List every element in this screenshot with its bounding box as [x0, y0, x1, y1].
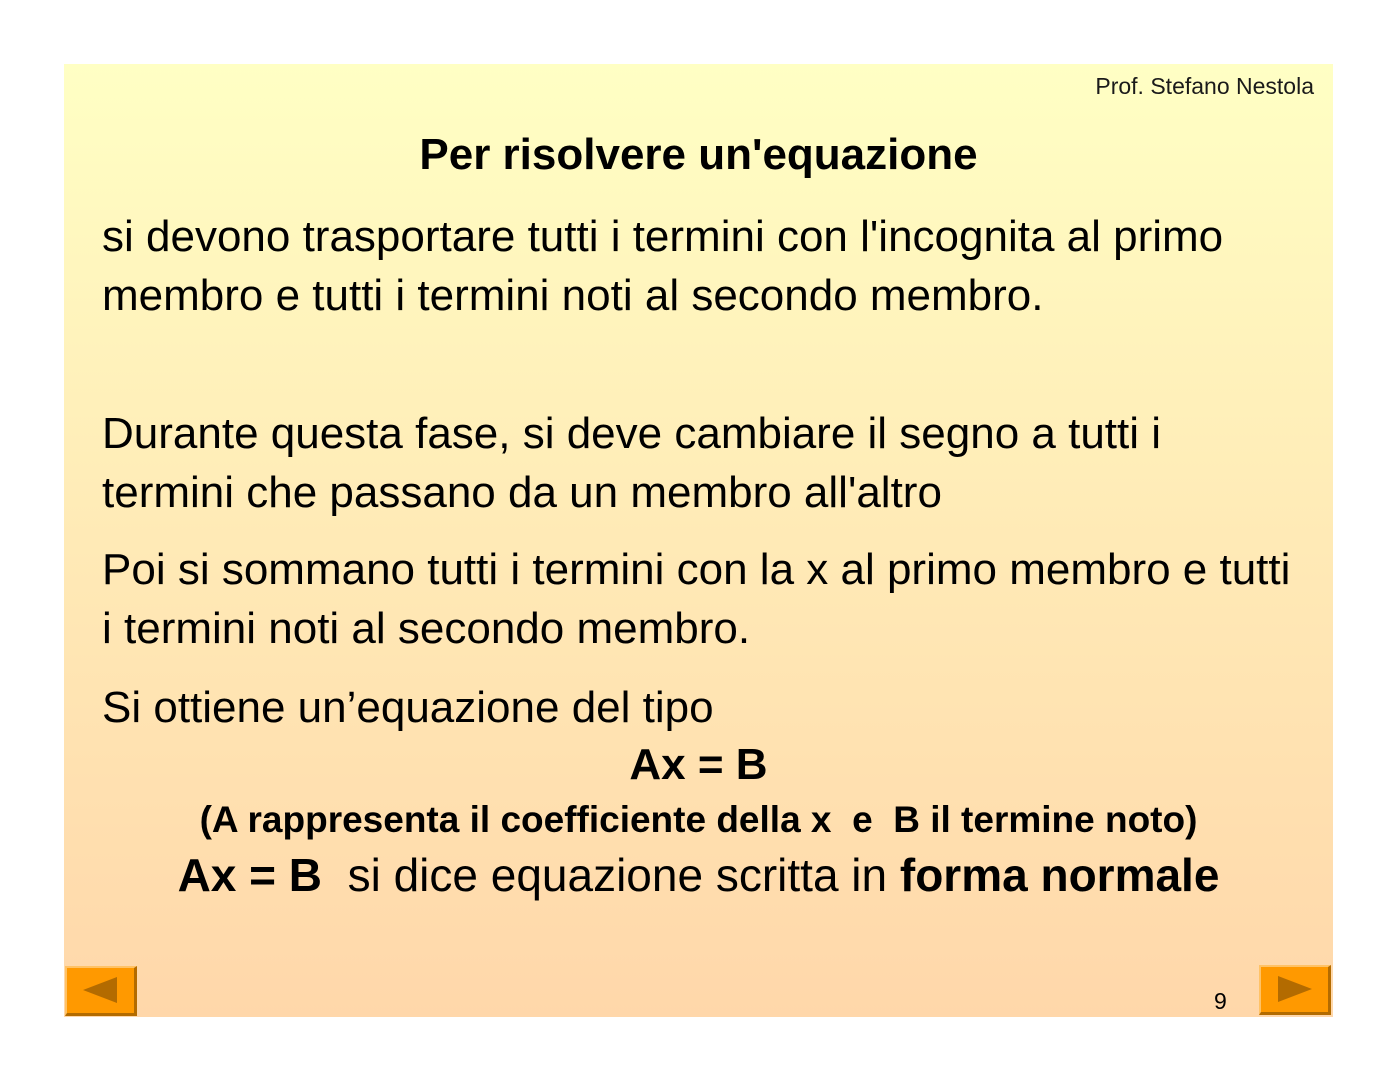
coefficient-explanation: (A rappresenta il coefficiente della x e B il termine noto)	[199, 799, 1198, 840]
previous-slide-button[interactable]	[65, 966, 137, 1016]
normal-form-equation: Ax = B	[177, 849, 323, 901]
slide-title: Per risolvere un'equazione	[419, 130, 978, 179]
paragraph-result-type: Si ottiene un’equazione del tipo	[102, 683, 714, 732]
paragraph-transport: si devono trasportare tutti i termini con l'incognita al primo membro e tutti i termini noti al secondo membro.	[102, 212, 1224, 320]
normal-form-statement	[64, 848, 1333, 902]
paragraph-sign-change: Durante questa fase, si deve cambiare il segno a tutti i termini che passano da un membro all'altro	[102, 409, 1162, 517]
slide	[64, 64, 1333, 1017]
arrow-left-icon	[67, 968, 134, 1013]
equation-ax-b: Ax = B	[629, 740, 768, 789]
author-label: Prof. Stefano Nestola	[1095, 73, 1314, 99]
page-number: 9	[1214, 988, 1227, 1014]
normal-form-emphasis: forma normale	[899, 849, 1220, 901]
paragraph-sum-terms: Poi si sommano tutti i termini con la x al primo membro e tutti i termini noti al secondo membro.	[102, 545, 1291, 653]
next-slide-button[interactable]	[1259, 965, 1331, 1015]
normal-form-text: si dice equazione scritta in	[322, 849, 900, 901]
arrow-right-icon	[1261, 967, 1328, 1012]
